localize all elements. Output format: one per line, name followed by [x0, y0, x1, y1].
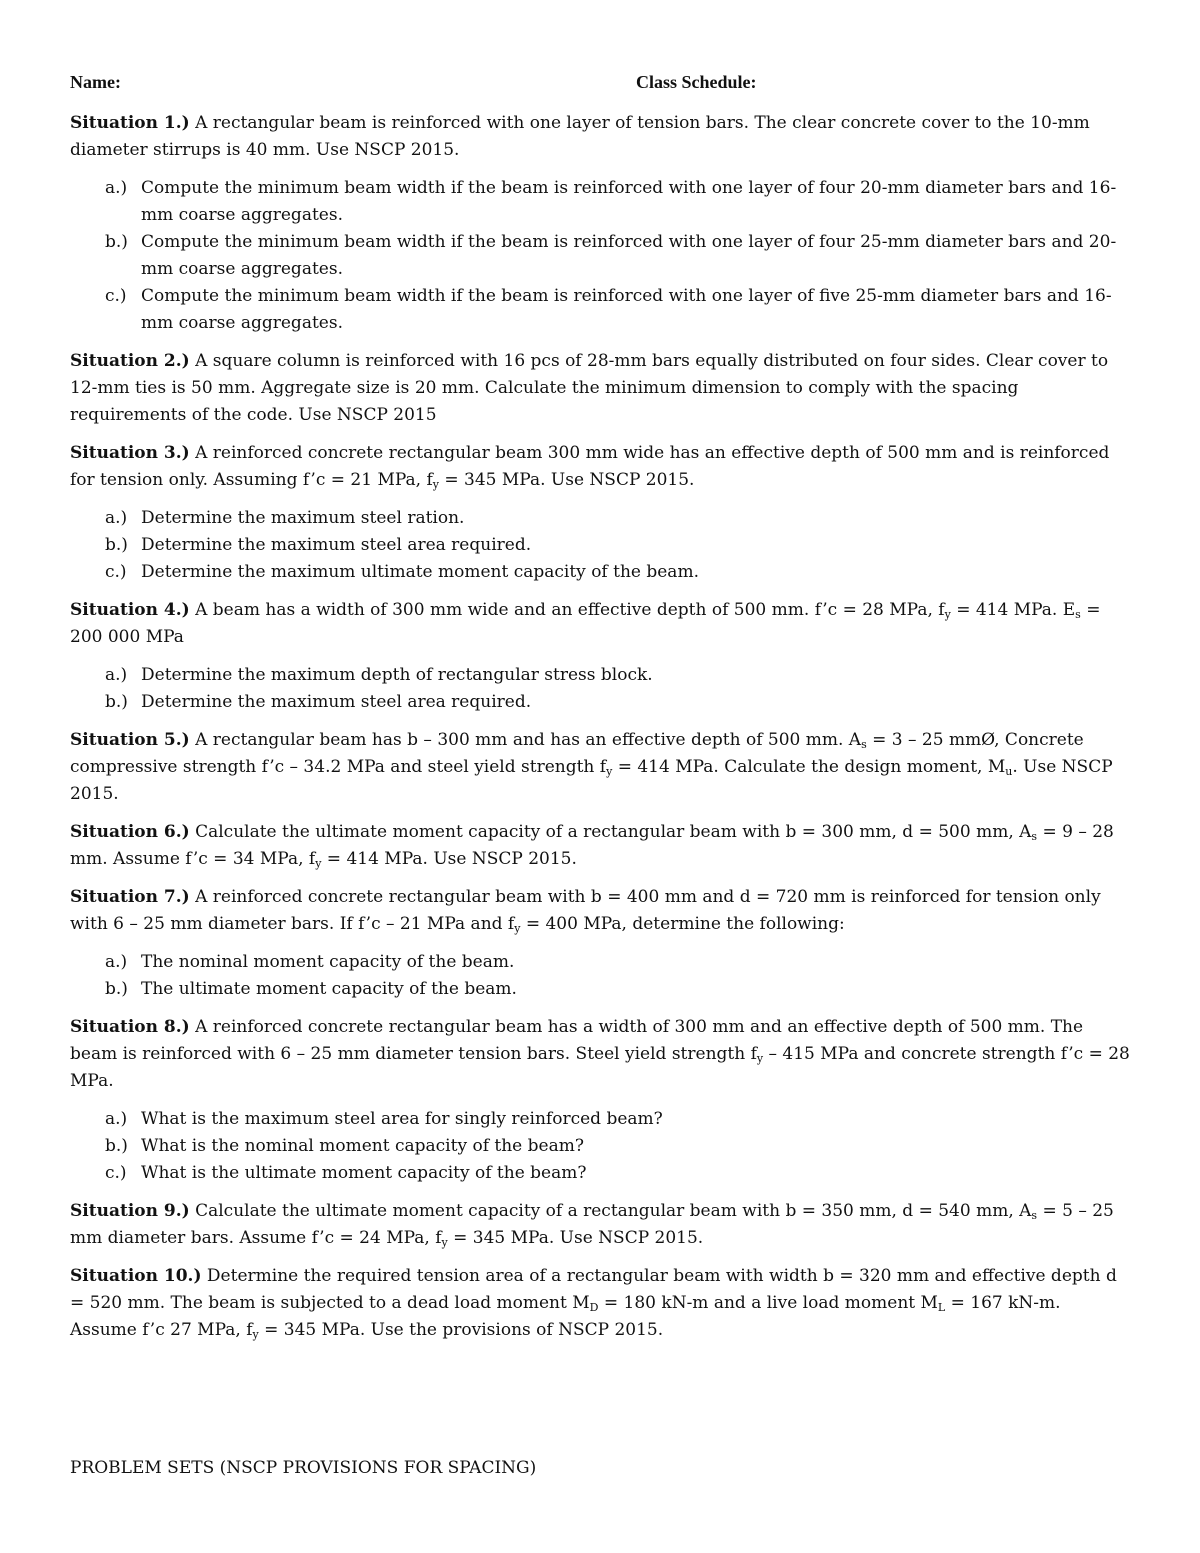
situation-7 — [70, 884, 1132, 938]
subscript: L — [937, 1301, 946, 1314]
situation-text: A square column is reinforced with 16 pcs of 28-mm bars equally distributed on four sides. Clear cover to 12-mm ties is 50 mm. Aggregate size is 20 mm. Calculate the minimum dimension to comply with the spacing requirements of the code. Use NSCP 2015 — [70, 351, 1109, 425]
item-text: What is the ultimate moment capacity of the beam? — [141, 1163, 587, 1183]
situation-4 — [70, 597, 1132, 651]
item-marker: a.) — [105, 178, 128, 198]
subscript: s — [1075, 608, 1081, 621]
name-label: Name: — [70, 72, 121, 92]
situation-3 — [70, 440, 1132, 494]
item-text: Determine the maximum steel area required. — [141, 692, 532, 712]
list-item — [70, 976, 1132, 1003]
situation-1-items — [70, 175, 1132, 337]
situation-text: = 345 MPa. Use the provisions of NSCP 2015. — [258, 1320, 664, 1340]
situation-text: – 415 MPa and concrete strength f’c = 28 MPa. — [70, 1044, 1130, 1091]
item-text: Determine the maximum ultimate moment capacity of the beam. — [141, 562, 699, 582]
situation-label: Situation 8.) — [70, 1017, 190, 1037]
item-text: Compute the minimum beam width if the beam is reinforced with one layer of four 20-mm diameter bars and 16-mm coarse aggregates. — [141, 178, 1117, 225]
situation-9 — [70, 1198, 1132, 1252]
item-text: Determine the maximum steel area required. — [141, 535, 532, 555]
subscript: y — [514, 922, 521, 935]
situation-text: = 167 kN-m. Assume f’c 27 MPa, f — [70, 1293, 1061, 1340]
situation-text: A reinforced concrete rectangular beam with b = 400 mm and d = 720 mm is reinforced for tension only with 6 – 25 mm diameter bars. If f’c – 21 MPa and f — [70, 887, 1101, 934]
item-marker: a.) — [105, 1109, 128, 1129]
situation-10 — [70, 1263, 1132, 1344]
situation-1 — [70, 110, 1132, 164]
situation-label: Situation 2.) — [70, 351, 190, 371]
list-item — [70, 662, 1132, 689]
item-marker: b.) — [105, 692, 128, 712]
item-text: Determine the maximum depth of rectangular stress block. — [141, 665, 653, 685]
situation-label: Situation 7.) — [70, 887, 190, 907]
header — [70, 72, 1132, 100]
situation-text: = 5 – 25 mm diameter bars. Assume f’c = 24 MPa, f — [70, 1201, 1114, 1248]
list-item — [70, 229, 1132, 283]
list-item — [70, 559, 1132, 586]
situation-text: Calculate the ultimate moment capacity of a rectangular beam with b = 350 mm, d = 540 mm, A — [195, 1201, 1032, 1221]
item-text: Compute the minimum beam width if the beam is reinforced with one layer of five 25-mm diameter bars and 16-mm coarse aggregates. — [141, 286, 1112, 333]
item-marker: a.) — [105, 508, 128, 528]
subscript: s — [1031, 830, 1038, 843]
situation-text: A reinforced concrete rectangular beam has a width of 300 mm and an effective depth of 500 mm. The beam is reinforced with 6 – 25 mm diameter tension bars. Steel yield strength f — [70, 1017, 1084, 1064]
situation-text: A beam has a width of 300 mm wide and an effective depth of 500 mm. f’c = 28 MPa, f — [195, 600, 945, 620]
list-item — [70, 1133, 1132, 1160]
item-marker: b.) — [105, 232, 128, 252]
subscript: D — [589, 1301, 599, 1314]
item-marker: c.) — [105, 562, 127, 582]
footer-title: PROBLEM SETS (NSCP PROVISIONS FOR SPACING) — [70, 1458, 537, 1478]
list-item — [70, 505, 1132, 532]
situation-label: Situation 1.) — [70, 113, 190, 133]
document-page — [70, 72, 1132, 1355]
subscript: y — [441, 1236, 448, 1249]
list-item — [70, 1106, 1132, 1133]
situation-label: Situation 9.) — [70, 1201, 190, 1221]
situation-text: = 414 MPa. Calculate the design moment, M — [612, 757, 1006, 777]
situation-label: Situation 10.) — [70, 1266, 202, 1286]
subscript: s — [1031, 1209, 1038, 1222]
situation-text: = 200 000 MPa — [70, 600, 1101, 647]
situation-4-items — [70, 662, 1132, 716]
item-marker: a.) — [105, 952, 128, 972]
subscript: y — [252, 1328, 259, 1341]
item-marker: c.) — [105, 286, 127, 306]
subscript: y — [756, 1052, 764, 1065]
item-marker: c.) — [105, 1163, 127, 1183]
situation-text: A rectangular beam is reinforced with one layer of tension bars. The clear concrete cover to the 10-mm diameter stirrups is 40 mm. Use NSCP 2015. — [70, 113, 1090, 160]
situation-text: Calculate the ultimate moment capacity of a rectangular beam with b = 300 mm, d = 500 mm, A — [195, 822, 1032, 842]
situation-6 — [70, 819, 1132, 873]
situation-label: Situation 6.) — [70, 822, 190, 842]
item-text: Determine the maximum steel ration. — [141, 508, 465, 528]
list-item — [70, 689, 1132, 716]
item-text: The nominal moment capacity of the beam. — [141, 952, 515, 972]
subscript: s — [861, 738, 867, 751]
item-marker: b.) — [105, 1136, 128, 1156]
situation-text: = 345 MPa. Use NSCP 2015. — [438, 470, 695, 490]
situation-2 — [70, 348, 1132, 429]
situation-text: A reinforced concrete rectangular beam 300 mm wide has an effective depth of 500 mm and is reinforced for tension only. Assuming f’c = 21 MPa, f — [70, 443, 1110, 490]
subscript: y — [944, 608, 951, 621]
situation-text: = 180 kN-m and a live load moment M — [598, 1293, 938, 1313]
situation-text: = 9 – 28 mm. Assume f’c = 34 MPa, f — [70, 822, 1114, 869]
situation-3-items — [70, 505, 1132, 586]
list-item — [70, 283, 1132, 337]
subscript: u — [1005, 765, 1013, 778]
subscript: y — [432, 478, 439, 491]
situation-8-items — [70, 1106, 1132, 1187]
situation-label: Situation 3.) — [70, 443, 190, 463]
item-marker: b.) — [105, 535, 128, 555]
list-item — [70, 1160, 1132, 1187]
situation-text: = 3 – 25 mmØ, Concrete compressive strength f’c – 34.2 MPa and steel yield strength f — [70, 730, 1084, 777]
class-schedule-label: Class Schedule: — [636, 72, 757, 92]
situation-text: = 345 MPa. Use NSCP 2015. — [447, 1228, 704, 1248]
situation-label: Situation 5.) — [70, 730, 190, 750]
situation-text: = 414 MPa. Use NSCP 2015. — [321, 849, 577, 869]
situation-7-items — [70, 949, 1132, 1003]
subscript: y — [315, 857, 322, 870]
list-item — [70, 949, 1132, 976]
item-marker: b.) — [105, 979, 128, 999]
situation-5 — [70, 727, 1132, 808]
situation-text: A rectangular beam has b – 300 mm and has an effective depth of 500 mm. A — [195, 730, 862, 750]
situation-text: . Use NSCP 2015. — [70, 757, 1113, 804]
list-item — [70, 175, 1132, 229]
situation-text: = 400 MPa, determine the following: — [520, 914, 845, 934]
item-text: What is the maximum steel area for singly reinforced beam? — [141, 1109, 663, 1129]
situation-text: Determine the required tension area of a rectangular beam with width b = 320 mm and effective depth d = 520 mm. The beam is subjected to a dead load moment M — [70, 1266, 1117, 1313]
situation-text: = 414 MPa. E — [950, 600, 1076, 620]
item-text: The ultimate moment capacity of the beam. — [141, 979, 517, 999]
situation-8 — [70, 1014, 1132, 1095]
item-text: Compute the minimum beam width if the beam is reinforced with one layer of four 25-mm diameter bars and 20-mm coarse aggregates. — [141, 232, 1117, 279]
subscript: y — [606, 765, 613, 778]
item-marker: a.) — [105, 665, 128, 685]
list-item — [70, 532, 1132, 559]
item-text: What is the nominal moment capacity of the beam? — [141, 1136, 584, 1156]
situation-label: Situation 4.) — [70, 600, 190, 620]
